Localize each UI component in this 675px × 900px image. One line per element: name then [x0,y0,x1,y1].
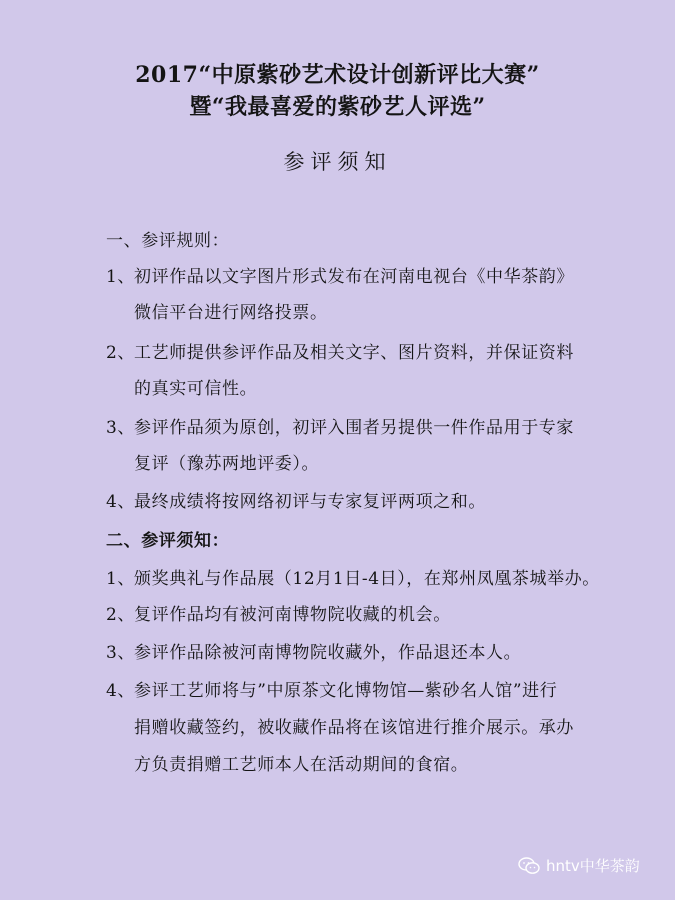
s2-item-2-text-1: 复评作品均有被河南博物院收藏的机会。 [134,605,451,625]
title-line-2: 暨“我最喜爱的紫砂艺人评选” [189,94,486,120]
s1-item-1-line-1 [106,262,574,287]
wechat-icon [518,857,540,875]
s2-item-3-text-1: 参评作品除被河南博物院收藏外，作品退还本人。 [134,643,522,663]
s2-item-3-line-1 [106,638,521,663]
title-line-1: 2017“中原紫砂艺术设计创新评比大赛” [135,62,540,88]
s2-item-4-text-1: 参评工艺师将与”中原茶文化博物馆—紫砂名人馆”进行 [134,681,558,701]
s1-item-2-text-1: 工艺师提供参评作品及相关文字、图片资料，并保证资料 [134,343,574,363]
s1-item-2-line-1 [106,338,574,363]
section-1-heading: 一、参评规则： [106,231,230,251]
s1-item-2-number: 2、 [106,343,136,363]
s1-item-3-line-1 [106,413,574,438]
s2-item-4-line-1 [106,676,557,701]
s2-item-4-number: 4、 [106,681,136,701]
s2-item-1-text-1: 颁奖典礼与作品展（12月1日-4日），在郑州凤凰茶城举办。 [134,569,600,589]
s1-item-1-text-1: 初评作品以文字图片形式发布在河南电视台《中华茶韵》 [134,267,574,287]
s2-item-2-line-1 [106,600,451,625]
s1-item-4-line-1 [106,487,486,512]
s2-item-2-number: 2、 [106,605,136,625]
s1-item-3-number: 3、 [106,418,136,438]
watermark [518,855,640,876]
s1-item-3-text-2: 复评（豫苏两地评委）。 [134,454,320,474]
s1-item-1-number: 1、 [106,267,136,287]
s1-item-4-text-1: 最终成绩将按网络初评与专家复评两项之和。 [134,492,486,512]
watermark-text: hntv中华茶韵 [546,857,640,875]
s2-item-1-line-1 [106,564,600,589]
s2-item-4-text-3: 方负责捐赠工艺师本人在活动期间的食宿。 [134,755,469,775]
s1-item-3-text-1: 参评作品须为原创，初评入围者另提供一件作品用于专家 [134,418,574,438]
s2-item-4-text-2: 捐赠收藏签约，被收藏作品将在该馆进行推介展示。承办 [134,718,574,738]
s2-item-3-number: 3、 [106,643,136,663]
s1-item-2-text-2: 的真实可信性。 [134,379,258,399]
s1-item-1-text-2: 微信平台进行网络投票。 [134,303,328,323]
s2-item-1-number: 1、 [106,569,136,589]
s1-item-4-number: 4、 [106,492,136,512]
subtitle: 参评须知 [283,150,392,174]
section-2-heading: 二、参评须知： [106,531,230,551]
